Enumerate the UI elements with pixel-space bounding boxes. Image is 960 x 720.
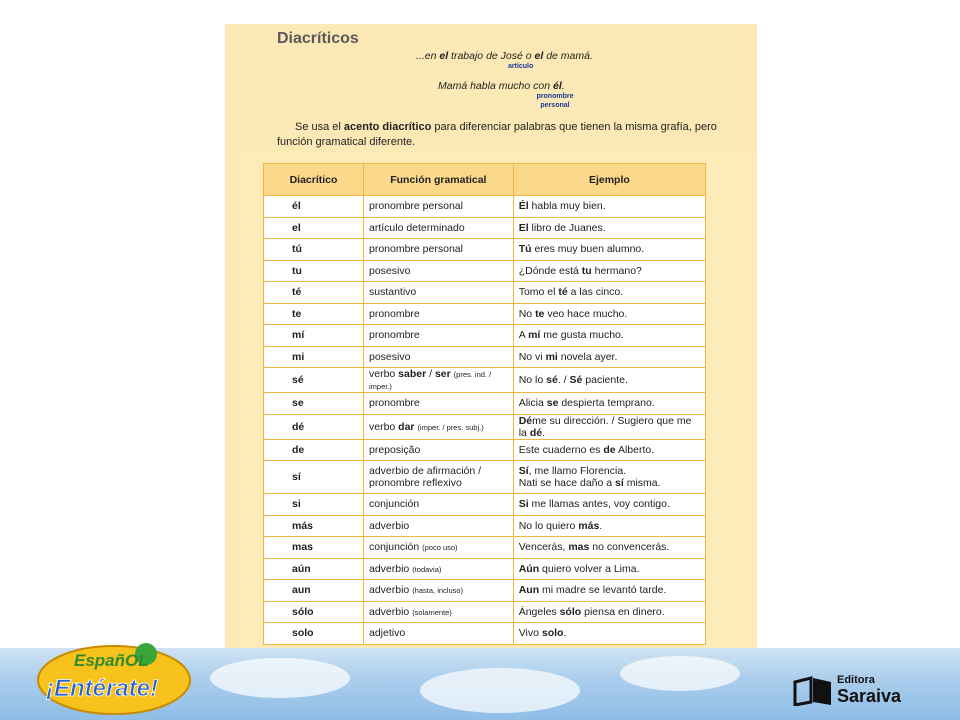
cell-funcion	[363, 558, 513, 580]
text-run: Si	[518, 498, 529, 511]
func-text: pronombre personal	[368, 200, 463, 213]
cell-funcion	[363, 282, 513, 304]
text-run: té	[558, 286, 568, 299]
cell-funcion	[363, 414, 513, 439]
text-run: dar	[398, 420, 415, 433]
text-run: Él	[518, 200, 529, 213]
text-run: Tú	[518, 243, 532, 256]
cell-ejemplo	[513, 601, 705, 623]
text-run: No lo quiero	[518, 519, 579, 532]
text-run: te	[535, 307, 545, 320]
func-text: conjunción	[368, 498, 420, 511]
table-row	[264, 196, 706, 218]
cell-funcion	[363, 346, 513, 368]
text-run: Vencerás,	[518, 541, 569, 554]
text-run: mí	[528, 329, 541, 342]
cell-funcion	[363, 461, 513, 494]
cell-ejemplo	[513, 494, 705, 516]
text-run: habla muy bien.	[528, 200, 606, 213]
text-run: hermano?	[591, 264, 642, 277]
text-run: No	[518, 307, 536, 320]
table-row	[264, 439, 706, 461]
text-run: me gusta mucho.	[540, 329, 624, 342]
text-run: quiero volver a Lima.	[539, 562, 640, 575]
cell-diacritico: si	[264, 494, 364, 516]
text-run: Tomo el	[518, 286, 559, 299]
func-text: sustantivo	[368, 286, 417, 299]
text-run: solo	[541, 627, 564, 640]
func-text: pronombre	[368, 329, 420, 342]
func-note: (solamente)	[412, 607, 452, 617]
cell-funcion	[363, 580, 513, 602]
cell-diacritico: tú	[264, 239, 364, 261]
cell-ejemplo	[513, 580, 705, 602]
text-run: eres muy buen alumno.	[531, 243, 645, 256]
text-run: No vi	[518, 350, 546, 363]
cell-diacritico: aún	[264, 558, 364, 580]
logo-line2: ¡Entérate!	[46, 675, 159, 702]
text-run: Sí	[518, 465, 529, 477]
intro-paragraph: Se usa el acento diacrítico para diferenciar palabras que tienen la misma grafía, pero función gramatical diferente.	[277, 121, 717, 148]
text-run: A	[518, 329, 529, 342]
cell-ejemplo	[513, 217, 705, 239]
func-text: pronombre	[368, 307, 420, 320]
cell-funcion	[363, 368, 513, 393]
cell-diacritico: más	[264, 515, 364, 537]
func-note: (poco uso)	[422, 543, 458, 553]
cell-ejemplo	[513, 325, 705, 347]
cell-funcion	[363, 494, 513, 516]
espanol-enterate-logo	[36, 636, 196, 716]
cell-ejemplo	[513, 537, 705, 559]
table-row	[264, 580, 706, 602]
table-row	[264, 414, 706, 439]
table-row	[264, 461, 706, 494]
text-run: Aun	[518, 584, 540, 597]
func-text: posesivo	[368, 264, 411, 277]
cell-diacritico: sé	[264, 368, 364, 393]
cell-diacritico: te	[264, 303, 364, 325]
func-text: artículo determinado	[368, 221, 465, 234]
cell-diacritico: sí	[264, 461, 364, 494]
table-row	[264, 325, 706, 347]
func-note: (hasta, incluso)	[412, 586, 464, 596]
cell-ejemplo	[513, 303, 705, 325]
text-run: Alicia	[518, 397, 547, 410]
func-note: (pres. ind. / imper.)	[368, 370, 492, 391]
cell-ejemplo	[513, 239, 705, 261]
cell-funcion	[363, 515, 513, 537]
text-run: piensa en dinero.	[581, 605, 665, 618]
table-row	[264, 558, 706, 580]
table-row	[264, 260, 706, 282]
header-funcion: Función gramatical	[363, 164, 513, 196]
text-run: despierta temprano.	[558, 397, 655, 410]
page-title: Diacríticos	[277, 30, 359, 47]
text-run: libro de Juanes.	[528, 221, 606, 234]
cell-funcion	[363, 260, 513, 282]
cell-diacritico: mi	[264, 346, 364, 368]
text-run: dé	[529, 426, 543, 439]
publisher-line1: Editora	[837, 674, 875, 686]
text-run: No lo	[518, 374, 547, 386]
func-text: adverbio de afirmación /	[368, 465, 482, 477]
cell-funcion	[363, 439, 513, 461]
example-tag-articulo: artículo	[508, 63, 534, 70]
text-run: Ángeles	[518, 605, 560, 618]
text-run: me su dirección. / Sugiero que me la	[518, 414, 692, 439]
text-run: de	[603, 443, 616, 456]
text-run: .	[542, 426, 545, 439]
func-text-2: pronombre reflexivo	[368, 477, 462, 489]
text-run: .	[563, 627, 567, 640]
table-row	[264, 346, 706, 368]
table-row	[264, 494, 706, 516]
text-run: misma.	[623, 477, 661, 489]
cell-ejemplo	[513, 558, 705, 580]
func-text: adverbio	[368, 519, 410, 532]
text-run: a las cinco.	[567, 286, 624, 299]
example-tag-pronombre-personal: pronombre personal	[536, 93, 574, 109]
example-sentence-1: ...en el trabajo de José o el de mamá.	[416, 50, 593, 62]
diacritics-table	[263, 163, 706, 645]
func-note: (todavia)	[412, 564, 442, 574]
text-run: Alberto.	[615, 443, 655, 456]
cell-ejemplo	[513, 515, 705, 537]
cell-diacritico: mas	[264, 537, 364, 559]
cell-funcion	[363, 601, 513, 623]
cell-ejemplo	[513, 196, 705, 218]
table-row	[264, 537, 706, 559]
cell-diacritico: solo	[264, 623, 364, 645]
cell-funcion	[363, 623, 513, 645]
table-header-row	[264, 164, 706, 196]
cell-funcion	[363, 196, 513, 218]
func-text: pronombre personal	[368, 243, 463, 256]
cell-ejemplo	[513, 282, 705, 304]
cell-diacritico: él	[264, 196, 364, 218]
text-run: , me llamo Florencia.	[528, 465, 627, 477]
header-ejemplo: Ejemplo	[513, 164, 705, 196]
text-run: El	[518, 221, 529, 234]
text-run: sólo	[559, 605, 582, 618]
table-row	[264, 623, 706, 645]
func-text: conjunción	[368, 541, 423, 554]
text-run: ser	[434, 368, 451, 380]
text-run: paciente.	[582, 374, 628, 386]
logo-line1: EspañOL	[74, 651, 149, 670]
table-row	[264, 239, 706, 261]
cell-funcion	[363, 393, 513, 415]
table-row	[264, 393, 706, 415]
text-run: mas	[568, 541, 590, 554]
func-text: preposição	[368, 443, 421, 456]
table-row	[264, 217, 706, 239]
cell-funcion	[363, 325, 513, 347]
text-run: tu	[581, 264, 592, 277]
text-run: sí	[615, 477, 624, 489]
text-run: verbo	[368, 420, 399, 433]
text-run: Aún	[518, 562, 540, 575]
text-run: mi madre se levantó tarde.	[539, 584, 667, 597]
cell-ejemplo	[513, 461, 705, 494]
cell-funcion	[363, 217, 513, 239]
func-text: pronombre	[368, 397, 420, 410]
publisher-line2: Saraiva	[837, 686, 902, 706]
func-text: adverbio	[368, 584, 413, 597]
cell-ejemplo	[513, 368, 705, 393]
func-text: adverbio	[368, 562, 413, 575]
text-run: . /	[557, 374, 570, 386]
text-run: Sé	[569, 374, 583, 386]
text-run: .	[599, 519, 603, 532]
book-icon	[793, 676, 833, 706]
cell-ejemplo	[513, 393, 705, 415]
func-text: adverbio	[368, 605, 413, 618]
cell-diacritico: tu	[264, 260, 364, 282]
func-note: (imper. / pres. subj.)	[417, 422, 484, 432]
table-row	[264, 303, 706, 325]
table-row	[264, 368, 706, 393]
text-run: ¿Dónde está	[518, 264, 582, 277]
text-run: mi	[545, 350, 558, 363]
cell-funcion	[363, 239, 513, 261]
cell-funcion	[363, 303, 513, 325]
table-row	[264, 601, 706, 623]
cell-diacritico: aun	[264, 580, 364, 602]
text-run: no convencerás.	[589, 541, 670, 554]
cell-ejemplo	[513, 439, 705, 461]
cell-diacritico: de	[264, 439, 364, 461]
text-run: verbo	[368, 368, 399, 380]
table-row	[264, 515, 706, 537]
text-run: veo hace mucho.	[544, 307, 628, 320]
cell-diacritico: dé	[264, 414, 364, 439]
example-sentence-2: Mamá habla mucho con él.	[438, 80, 565, 92]
cell-diacritico: té	[264, 282, 364, 304]
text-run: se	[546, 397, 559, 410]
text-run: Vivo	[518, 627, 542, 640]
header-diacritico: Diacrítico	[264, 164, 364, 196]
text-run: me llamas antes, voy contigo.	[528, 498, 670, 511]
func-text: posesivo	[368, 350, 411, 363]
cell-diacritico: mí	[264, 325, 364, 347]
cell-diacritico: el	[264, 217, 364, 239]
text-run: /	[426, 368, 435, 380]
cell-diacritico: se	[264, 393, 364, 415]
text-run: Nati se hace daño a	[518, 477, 616, 489]
text-run: saber	[398, 368, 427, 380]
cell-ejemplo	[513, 623, 705, 645]
func-text: adjetivo	[368, 627, 406, 640]
cell-ejemplo	[513, 414, 705, 439]
table-row	[264, 282, 706, 304]
cell-ejemplo	[513, 346, 705, 368]
text-run: Dé	[518, 414, 533, 427]
text-run: Este cuaderno es	[518, 443, 604, 456]
text-run: sé	[546, 374, 558, 386]
text-run: más	[578, 519, 600, 532]
cell-diacritico: sólo	[264, 601, 364, 623]
text-run: novela ayer.	[557, 350, 618, 363]
cell-ejemplo	[513, 260, 705, 282]
cell-funcion	[363, 537, 513, 559]
